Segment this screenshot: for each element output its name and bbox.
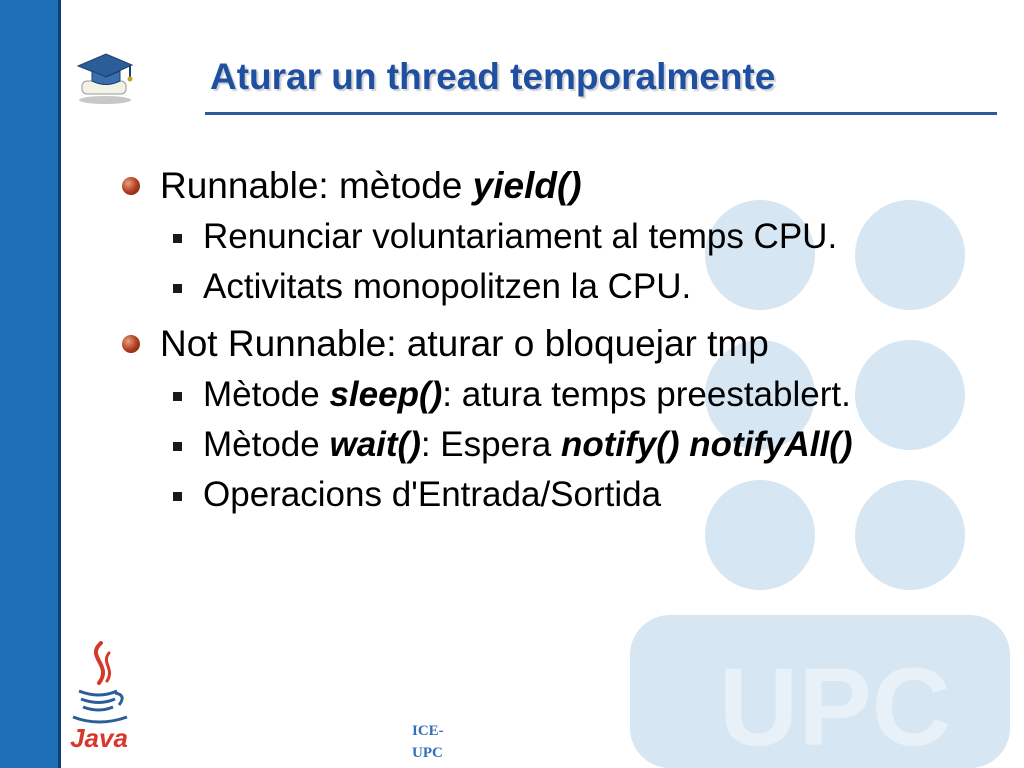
slide-title: Aturar un thread temporalmente (210, 56, 776, 97)
graduation-cap-icon (72, 48, 134, 106)
sub-bullet-text: : Espera (420, 425, 561, 464)
square-bullet-icon (173, 442, 182, 451)
square-bullet-icon (173, 284, 182, 293)
sub-bullet-emphasis: notify() notifyAll() (560, 425, 853, 464)
sub-bullet-text: Mètode (203, 425, 330, 464)
bullet-runnable (120, 160, 980, 212)
watermark-text: UPC (718, 646, 952, 768)
sub-bullet-text: Operacions d'Entrada/Sortida (203, 475, 662, 514)
sub-bullet-io (120, 470, 980, 520)
left-sidebar-bar (0, 0, 61, 768)
ice-upc-label (412, 720, 444, 764)
sub-bullet-renunciar (120, 212, 980, 262)
sub-bullet-sleep (120, 370, 980, 420)
ice-upc-line2: UPC (412, 745, 443, 761)
square-bullet-icon (173, 392, 182, 401)
round-bullet-icon (122, 177, 140, 195)
bullet-list (120, 160, 980, 520)
bullet-not-runnable (120, 318, 980, 370)
sub-bullet-emphasis: sleep() (329, 375, 443, 414)
sub-bullet-emphasis: wait() (329, 425, 421, 464)
sub-bullet-text: Activitats monopolitzen la CPU. (203, 267, 692, 306)
java-logo-icon (65, 635, 135, 755)
sub-bullet-text: : atura temps preestablert. (442, 375, 851, 414)
sub-bullet-text: Mètode (203, 375, 330, 414)
sub-bullet-text: Renunciar voluntariament al temps CPU. (203, 217, 838, 256)
ice-upc-line1: ICE- (412, 723, 444, 739)
square-bullet-icon (173, 234, 182, 243)
round-bullet-icon (122, 335, 140, 353)
sub-bullet-activitats (120, 262, 980, 312)
bullet-text: Runnable: mètode (160, 165, 473, 206)
title-divider (205, 112, 997, 115)
java-label: Java (70, 723, 128, 753)
sub-bullet-wait (120, 420, 980, 470)
bullet-emphasis: yield() (472, 165, 582, 206)
square-bullet-icon (173, 492, 182, 501)
bullet-text: Not Runnable: aturar o bloquejar tmp (160, 323, 769, 364)
